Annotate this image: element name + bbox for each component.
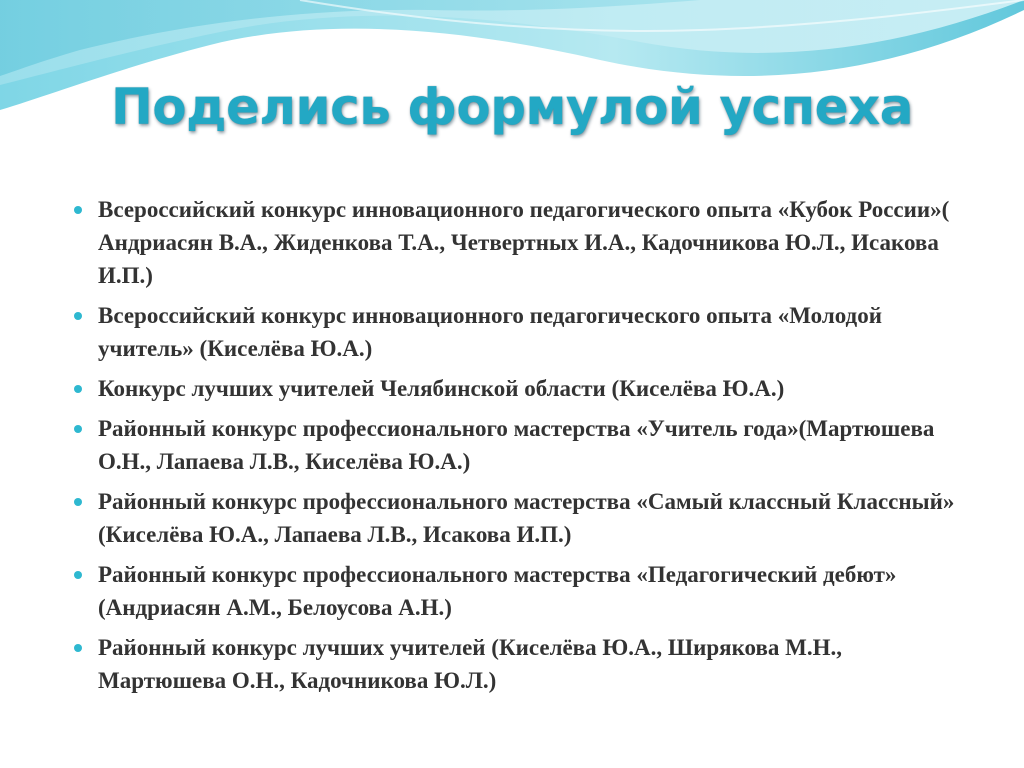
bullet-dot-icon — [74, 385, 82, 393]
list-item — [72, 631, 972, 697]
list-item — [72, 412, 972, 478]
list-item-text: Конкурс лучших учителей Челябинской области (Киселёва Ю.А.) — [98, 376, 785, 401]
bullet-dot-icon — [74, 425, 82, 433]
bullet-list — [72, 193, 972, 704]
slide-title: Поделись формулой успеха — [110, 78, 914, 136]
list-item-text: Районный конкурс профессионального мастерства «Учитель года»(Мартюшева О.Н., Лапаева Л.В., Киселёва Ю.А.) — [98, 416, 935, 474]
list-item-text: Всероссийский конкурс инновационного педагогического опыта «Кубок России»( Андриасян В.А., Жиденкова Т.А., Четвертных И.А., Кадочникова Ю.Л., Исакова И.П.) — [98, 197, 950, 288]
list-item — [72, 299, 972, 365]
list-item — [72, 558, 972, 624]
list-item — [72, 193, 972, 292]
list-item-text: Всероссийский конкурс инновационного педагогического опыта «Молодой учитель» (Киселёва Ю.А.) — [98, 303, 882, 361]
list-item-text: Районный конкурс лучших учителей (Киселёва Ю.А., Ширякова М.Н., Мартюшева О.Н., Кадочникова Ю.Л.) — [98, 635, 842, 693]
bullet-dot-icon — [74, 206, 82, 214]
list-item-text: Районный конкурс профессионального мастерства «Педагогический дебют» (Андриасян А.М., Белоусова А.Н.) — [98, 562, 897, 620]
bullet-dot-icon — [74, 312, 82, 320]
bullet-dot-icon — [74, 498, 82, 506]
list-item — [72, 372, 972, 405]
list-item — [72, 485, 972, 551]
list-item-text: Районный конкурс профессионального мастерства «Самый классный Классный» (Киселёва Ю.А., Лапаева Л.В., Исакова И.П.) — [98, 489, 955, 547]
bullet-dot-icon — [74, 644, 82, 652]
bullet-dot-icon — [74, 571, 82, 579]
